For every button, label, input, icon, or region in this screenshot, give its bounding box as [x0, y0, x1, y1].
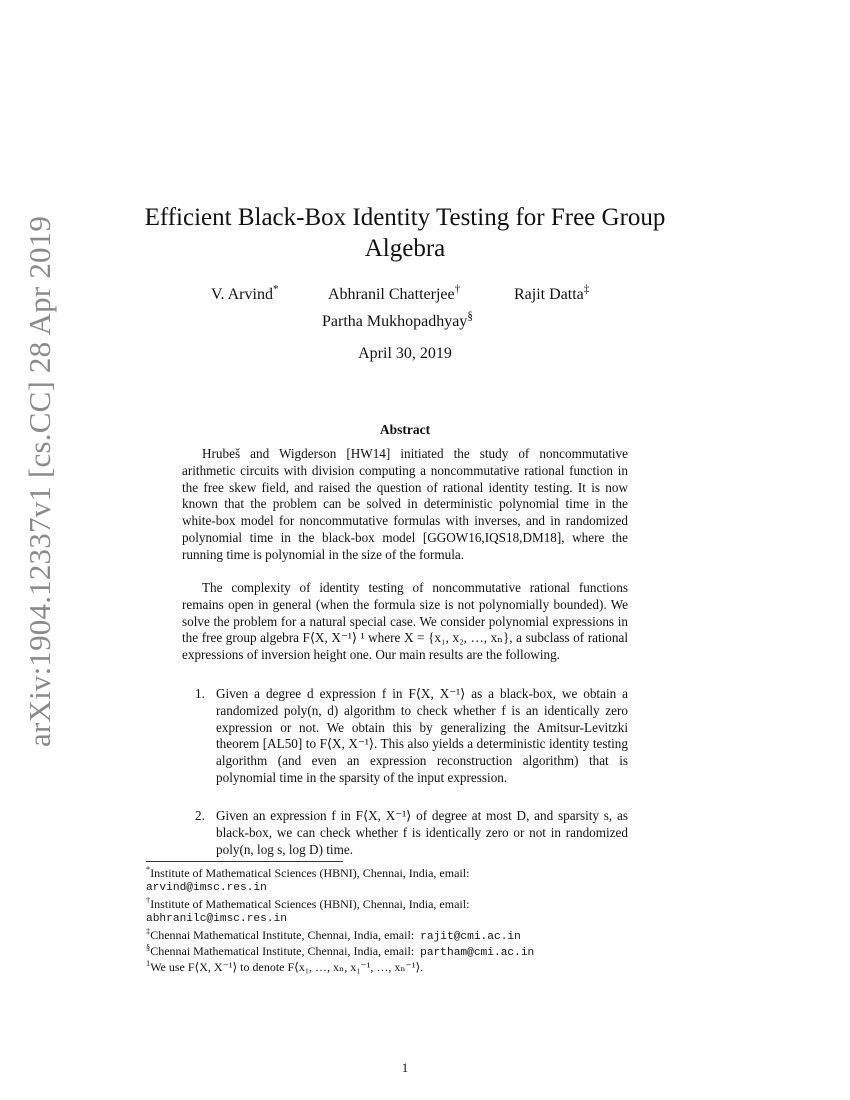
result-item-2 — [195, 808, 628, 858]
result-item-text: Given a degree d expression f in F⟨X, X⁻¹⟩ as a black-box, we obtain a randomized poly(n, d) algorithm to check whether f is an identically zero expression or not. We obtain this by generalizing the Amitsur-Levitzki theorem [AL50] to F⟨X, X⁻¹⟩. This also yields a deterministic identity testing algorithm (and even an expression reconstruction algorithm) that is polynomial time in the sparsity of the input expression. — [216, 686, 628, 785]
footnote-datta: ‡Chennai Mathematical Institute, Chennai, India, email: rajit@cmi.ac.in — [146, 927, 521, 943]
abstract-paragraph-2: The complexity of identity testing of noncommutative rational functions remains open in general (when the formula size is not polynomially bounded). We solve the problem for a natural special case. We consider polynomial expressions in the free group algebra F⟨X, X⁻¹⟩ ¹ where X = {x₁, x₂, …, xₙ}, a subclass of rational expressions of inversion height one. Our main results are the following. — [182, 580, 628, 663]
page-number: 1 — [401, 1060, 409, 1075]
arxiv-identifier-stamp: arXiv:1904.12337v1 [cs.CC] 28 Apr 2019 — [22, 215, 57, 747]
email-mukhopadhyay[interactable]: partham@cmi.ac.in — [420, 947, 535, 959]
result-item-text: Given an expression f in F⟨X, X⁻¹⟩ of degree at most D, and sparsity s, as black-box, we can check whether f is identically zero or not in randomized poly(n, log s, log D) time. — [216, 808, 628, 857]
author-datta: Rajit Datta‡ — [514, 283, 590, 303]
result-item-number: 2. — [195, 808, 205, 823]
email-datta[interactable]: rajit@cmi.ac.in — [420, 931, 521, 943]
email-arvind[interactable]: arvind@imsc.res.in — [146, 882, 267, 895]
footnote-divider — [146, 861, 343, 862]
footnote-mukhopadhyay: §Chennai Mathematical Institute, Chennai, India, email: partham@cmi.ac.in — [146, 943, 535, 959]
author-arvind: V. Arvind* — [211, 283, 279, 303]
footnote-arvind: *Institute of Mathematical Sciences (HBNI), Chennai, India, email: arvind@imsc.res.in — [146, 866, 668, 896]
abstract-paragraph-1: Hrubeš and Wigderson [HW14] initiated the study of noncommutative arithmetic circuits with division computing a noncommutative rational function in the free skew field, and raised the question of rational identity testing. It is now known that the problem can be solved in deterministic polynomial time in the white-box model for noncommutative formulas with inverses, and in randomized polynomial time in the black-box model [GGOW16,IQS18,DM18], where the running time is polynomial in the size of the formula. — [182, 446, 628, 562]
paper-title: Efficient Black-Box Identity Testing for Free Group Algebra — [144, 204, 666, 262]
author-chatterjee: Abhranil Chatterjee† — [328, 283, 461, 303]
result-item-1 — [195, 686, 628, 787]
result-item-number: 1. — [195, 686, 205, 701]
publication-date: April 30, 2019 — [358, 345, 452, 362]
footnote-chatterjee: †Institute of Mathematical Sciences (HBNI), Chennai, India, email: abhranilc@imsc.res.in — [146, 897, 668, 927]
author-mukhopadhyay: Partha Mukhopadhyay§ — [322, 310, 473, 330]
footnote-notation: $^1$We use F⟨X, X⁻¹⟩ to denote F⟨x₁, …, xₙ, x₁⁻¹, …, xₙ⁻¹⟩. — [146, 959, 424, 974]
abstract-heading: Abstract — [379, 422, 431, 437]
email-chatterjee[interactable]: abhranilc@imsc.res.in — [146, 913, 287, 926]
